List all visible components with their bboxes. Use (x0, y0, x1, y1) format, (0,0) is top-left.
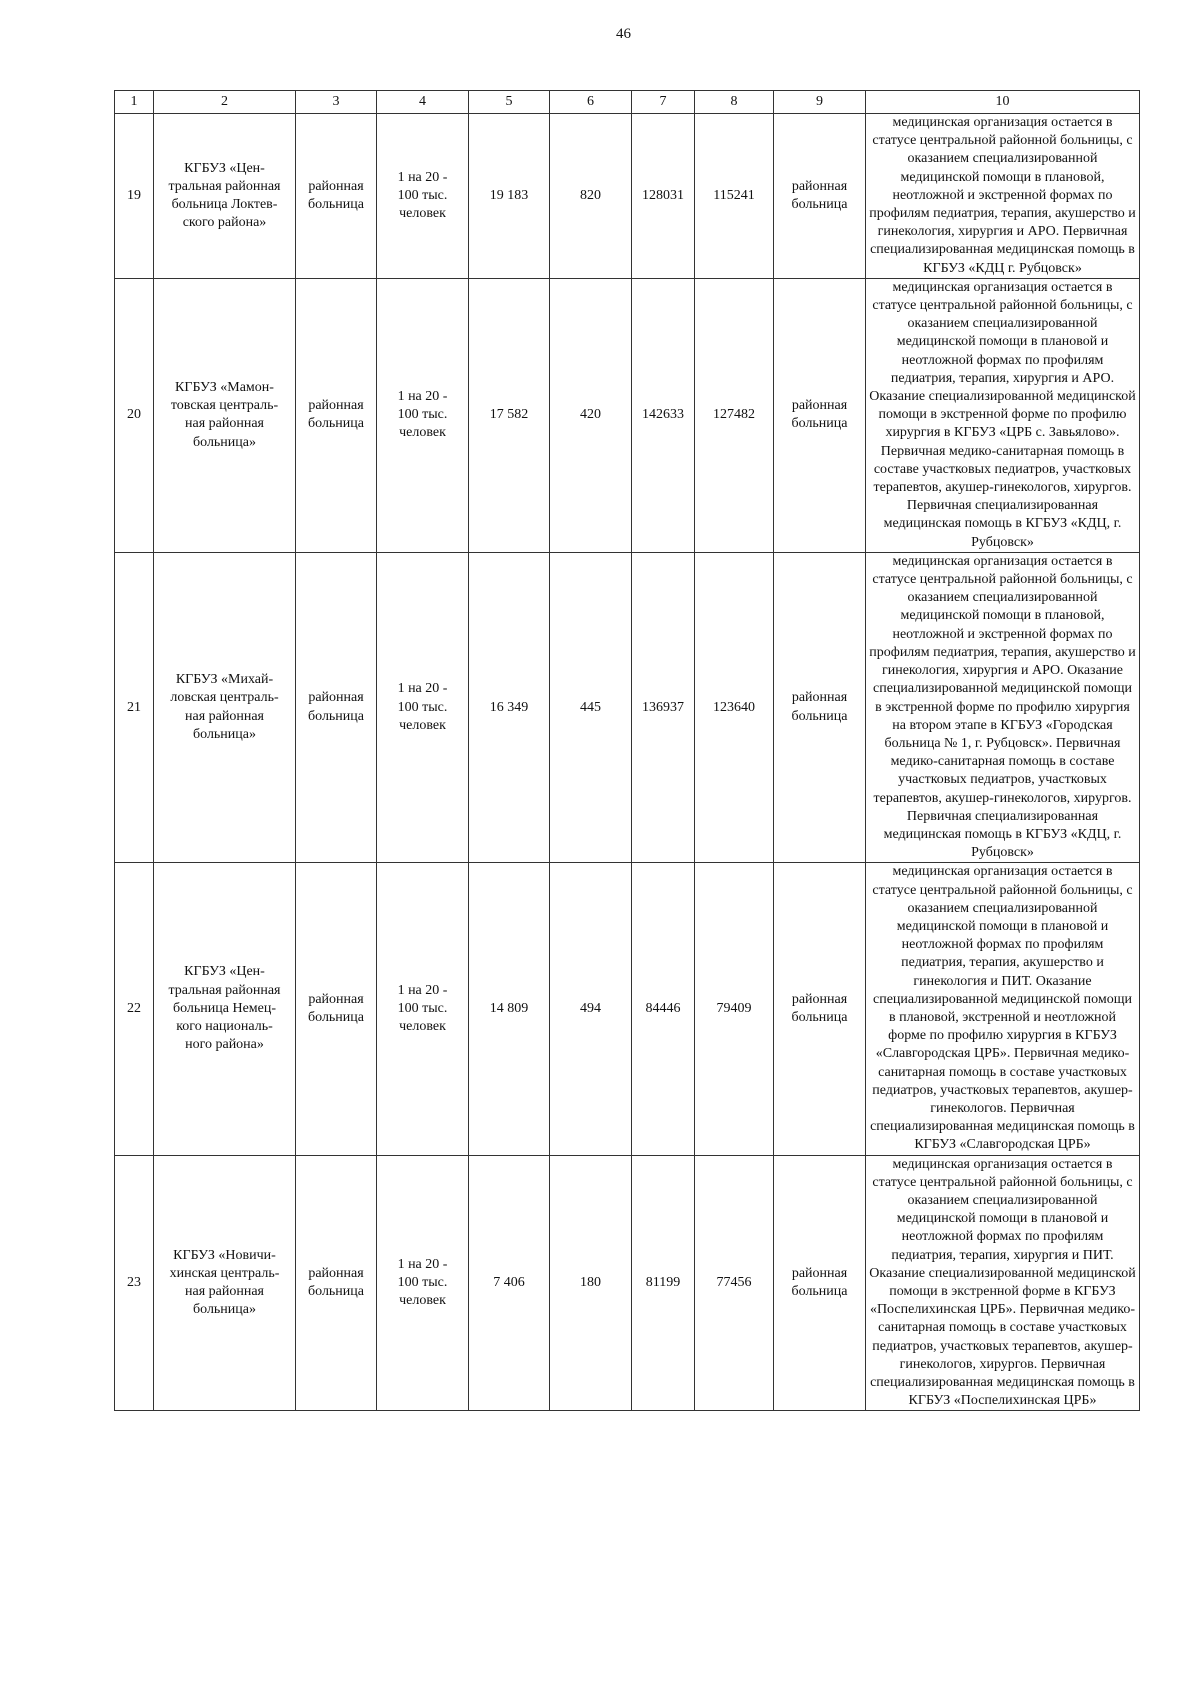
service-norm: 1 на 20 - 100 тыс. человек (377, 552, 469, 862)
organization-type: районная больница (296, 114, 377, 279)
header-cell: 3 (296, 91, 377, 114)
header-cell: 10 (866, 91, 1140, 114)
cell-col5: 14 809 (469, 863, 550, 1155)
service-norm: 1 на 20 - 100 тыс. человек (377, 863, 469, 1155)
description-cell: медицинская организация остается в статусе центральной районной больницы, с оказанием специализированной медицинской помощи в плановой, неотложной и экстренной формах по профилям педиатрия, терапия, акушерство и гинекология, хирургия и АРО. Оказание специализированной медицинской помощи в экстренной форме по профилю хирургия на втором этапе в КГБУЗ «Городская больница № 1, г. Рубцовск». Первичная медико-санитарная помощь в составе участковых педиатров, участковых терапевтов, акушер-гинекологов, хирургов. Первичная специализированная медицинская помощь в КГБУЗ «КДЦ, г. Рубцовск» (866, 552, 1140, 862)
organization-type: районная больница (296, 863, 377, 1155)
organization-type: районная больница (296, 1155, 377, 1411)
header-cell: 7 (632, 91, 695, 114)
cell-col6: 420 (550, 278, 632, 552)
cell-col8: 115241 (695, 114, 774, 279)
description-cell: медицинская организация остается в статусе центральной районной больницы, с оказанием специализированной медицинской помощи в плановой, неотложной и экстренной формах по профилям педиатрия, терапия, акушерство и гинекология, хирургия и АРО. Первичная специализированная медицинская помощь в КГБУЗ «КДЦ г. Рубцовск» (866, 114, 1140, 279)
cell-col9: районная больница (774, 1155, 866, 1411)
row-number: 22 (115, 863, 154, 1155)
table-row (115, 552, 1140, 862)
service-norm: 1 на 20 - 100 тыс. человек (377, 1155, 469, 1411)
cell-col7: 81199 (632, 1155, 695, 1411)
organization-type: районная больница (296, 552, 377, 862)
cell-col9: районная больница (774, 552, 866, 862)
hospital-table (114, 90, 1140, 1411)
table-row (115, 278, 1140, 552)
page-number: 46 (616, 26, 631, 42)
cell-col7: 136937 (632, 552, 695, 862)
row-number: 21 (115, 552, 154, 862)
header-cell: 2 (154, 91, 296, 114)
cell-col5: 7 406 (469, 1155, 550, 1411)
cell-col7: 84446 (632, 863, 695, 1155)
row-number: 19 (115, 114, 154, 279)
cell-col7: 142633 (632, 278, 695, 552)
cell-col8: 79409 (695, 863, 774, 1155)
table-row (115, 1155, 1140, 1411)
table-row (115, 863, 1140, 1155)
cell-col5: 17 582 (469, 278, 550, 552)
cell-col9: районная больница (774, 114, 866, 279)
service-norm: 1 на 20 - 100 тыс. человек (377, 114, 469, 279)
cell-col8: 127482 (695, 278, 774, 552)
row-number: 20 (115, 278, 154, 552)
cell-col6: 820 (550, 114, 632, 279)
header-cell: 6 (550, 91, 632, 114)
description-cell: медицинская организация остается в статусе центральной районной больницы, с оказанием специализированной медицинской помощи в плановой и неотложной формах по профилям педиатрия, терапия, хирургия и АРО. Оказание специализированной медицинской помощи в экстренной форме по профилю хирургия в КГБУЗ «ЦРБ с. Завьялово». Первичная медико-санитарная помощь в составе участковых педиатров, участковых терапевтов, акушер-гинекологов, хирургов. Первичная специализированная медицинская помощь в КГБУЗ «КДЦ, г. Рубцовск» (866, 278, 1140, 552)
organization-name: КГБУЗ «Цен- тральная районная больница Локтев- ского района» (154, 114, 296, 279)
header-cell: 1 (115, 91, 154, 114)
header-cell: 8 (695, 91, 774, 114)
cell-col5: 16 349 (469, 552, 550, 862)
cell-col9: районная больница (774, 278, 866, 552)
cell-col6: 445 (550, 552, 632, 862)
cell-col8: 123640 (695, 552, 774, 862)
service-norm: 1 на 20 - 100 тыс. человек (377, 278, 469, 552)
cell-col5: 19 183 (469, 114, 550, 279)
row-number: 23 (115, 1155, 154, 1411)
cell-col8: 77456 (695, 1155, 774, 1411)
organization-name: КГБУЗ «Михай- ловская централь- ная районная больница» (154, 552, 296, 862)
header-row (115, 91, 1140, 114)
organization-name: КГБУЗ «Мамон- товская централь- ная районная больница» (154, 278, 296, 552)
cell-col7: 128031 (632, 114, 695, 279)
table-row (115, 114, 1140, 279)
header-cell: 5 (469, 91, 550, 114)
description-cell: медицинская организация остается в статусе центральной районной больницы, с оказанием специализированной медицинской помощи в плановой и неотложной формах по профилям педиатрия, терапия, хирургия и ПИТ. Оказание специализированной медицинской помощи в экстренной форме в КГБУЗ «Поспелихинская ЦРБ». Первичная медико-санитарная помощь в составе участковых педиатров, участковых терапевтов, акушер-гинекологов, хирургов. Первичная специализированная медицинская помощь в КГБУЗ «Поспелихинская ЦРБ» (866, 1155, 1140, 1411)
cell-col6: 494 (550, 863, 632, 1155)
header-cell: 4 (377, 91, 469, 114)
organization-name: КГБУЗ «Цен- тральная районная больница Немец- кого националь- ного района» (154, 863, 296, 1155)
organization-type: районная больница (296, 278, 377, 552)
organization-name: КГБУЗ «Новичи- хинская централь- ная районная больница» (154, 1155, 296, 1411)
header-cell: 9 (774, 91, 866, 114)
cell-col6: 180 (550, 1155, 632, 1411)
description-cell: медицинская организация остается в статусе центральной районной больницы, с оказанием специализированной медицинской помощи в плановой и неотложной формах по профилям педиатрия, терапия, акушерство и гинекология и ПИТ. Оказание специализированной медицинской помощи в плановой, экстренной и неотложной форме по профилю хирургия в КГБУЗ «Славгородская ЦРБ». Первичная медико-санитарная помощь в составе участковых педиатров, участковых терапевтов, акушер-гинекологов. Первичная специализированная медицинская помощь в КГБУЗ «Славгородская ЦРБ» (866, 863, 1140, 1155)
cell-col9: районная больница (774, 863, 866, 1155)
